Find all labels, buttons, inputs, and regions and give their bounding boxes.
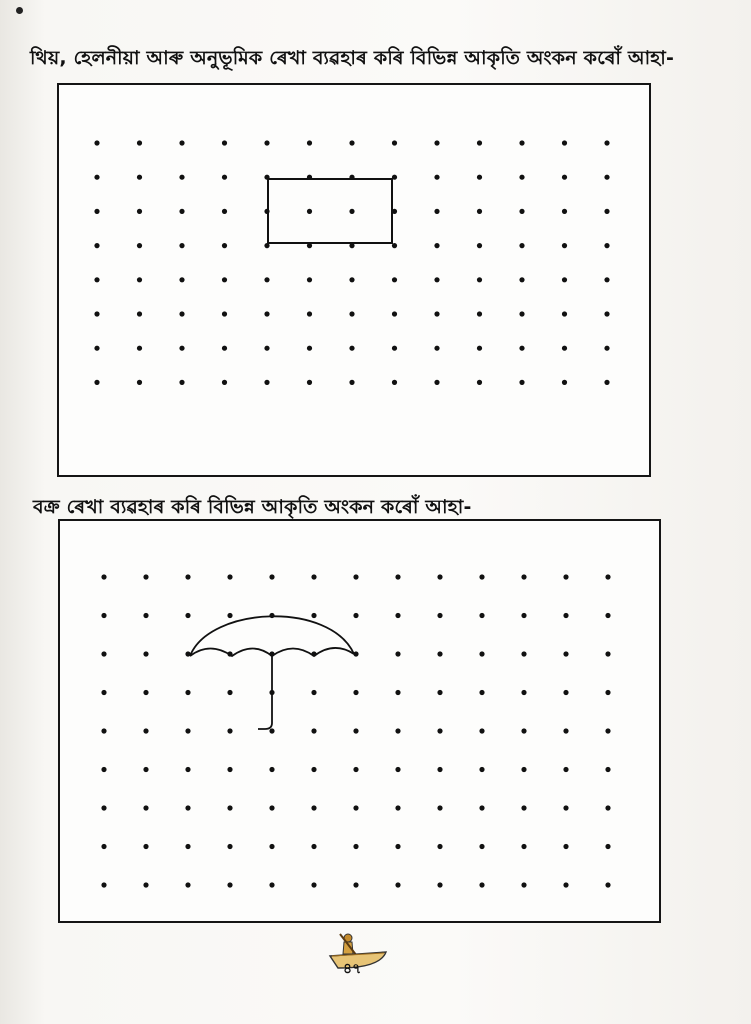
grid-dot[interactable] [101, 728, 106, 733]
grid-dot[interactable] [222, 346, 227, 351]
grid-dot[interactable] [227, 767, 232, 772]
grid-dot[interactable] [179, 209, 184, 214]
grid-dot[interactable] [604, 140, 609, 145]
grid-dot[interactable] [137, 346, 142, 351]
grid-dot[interactable] [604, 277, 609, 282]
grid-dot[interactable] [353, 613, 358, 618]
grid-dot[interactable] [477, 140, 482, 145]
grid-dot[interactable] [519, 346, 524, 351]
grid-dot[interactable] [521, 651, 526, 656]
grid-dot[interactable] [434, 277, 439, 282]
grid-dot[interactable] [311, 574, 316, 579]
grid-dot[interactable] [395, 651, 400, 656]
grid-dot[interactable] [307, 346, 312, 351]
grid-dot[interactable] [264, 346, 269, 351]
grid-dot[interactable] [434, 380, 439, 385]
grid-dot[interactable] [479, 767, 484, 772]
grid-dot[interactable] [562, 243, 567, 248]
grid-dot[interactable] [264, 140, 269, 145]
grid-dot[interactable] [269, 882, 274, 887]
grid-dot[interactable] [521, 574, 526, 579]
grid-dot[interactable] [479, 574, 484, 579]
dot-grid-box-2[interactable] [58, 519, 661, 923]
grid-dot[interactable] [353, 728, 358, 733]
grid-dot[interactable] [562, 346, 567, 351]
grid-dot[interactable] [349, 311, 354, 316]
dot-grid-1[interactable] [59, 85, 649, 475]
grid-dot[interactable] [227, 882, 232, 887]
grid-dot[interactable] [563, 805, 568, 810]
grid-dot[interactable] [185, 844, 190, 849]
grid-dot[interactable] [307, 140, 312, 145]
grid-dot[interactable] [311, 882, 316, 887]
grid-dot[interactable] [392, 380, 397, 385]
grid-dot[interactable] [264, 277, 269, 282]
grid-dot[interactable] [143, 651, 148, 656]
grid-dot[interactable] [179, 346, 184, 351]
grid-dot[interactable] [94, 380, 99, 385]
umbrella-canopy [190, 616, 354, 656]
grid-dot[interactable] [101, 574, 106, 579]
grid-dot[interactable] [605, 651, 610, 656]
grid-dot[interactable] [143, 882, 148, 887]
grid-dot[interactable] [179, 175, 184, 180]
grid-dot[interactable] [269, 844, 274, 849]
grid-dot[interactable] [137, 140, 142, 145]
grid-dot[interactable] [222, 140, 227, 145]
grid-dot[interactable] [395, 613, 400, 618]
grid-dot[interactable] [395, 882, 400, 887]
grid-dot[interactable] [269, 767, 274, 772]
grid-dot[interactable] [605, 574, 610, 579]
grid-dot[interactable] [179, 380, 184, 385]
grid-dot[interactable] [137, 209, 142, 214]
grid-dot[interactable] [101, 651, 106, 656]
grid-dot[interactable] [349, 209, 354, 214]
grid-dot[interactable] [143, 805, 148, 810]
grid-dot[interactable] [477, 209, 482, 214]
grid-dot[interactable] [519, 380, 524, 385]
grid-dot[interactable] [311, 690, 316, 695]
grid-dot[interactable] [269, 728, 274, 733]
grid-dot[interactable] [179, 277, 184, 282]
grid-dot[interactable] [605, 690, 610, 695]
grid-dot[interactable] [179, 243, 184, 248]
grid-dot[interactable] [395, 844, 400, 849]
grid-dot[interactable] [392, 311, 397, 316]
grid-dot[interactable] [519, 175, 524, 180]
example-rectangle [268, 179, 392, 243]
grid-dot[interactable] [227, 613, 232, 618]
grid-dot[interactable] [479, 613, 484, 618]
grid-dot[interactable] [479, 805, 484, 810]
grid-dot[interactable] [307, 277, 312, 282]
grid-dot[interactable] [349, 277, 354, 282]
grid-dot[interactable] [222, 175, 227, 180]
grid-dot[interactable] [94, 277, 99, 282]
grid-dot[interactable] [137, 175, 142, 180]
grid-dot[interactable] [562, 380, 567, 385]
grid-dot[interactable] [521, 882, 526, 887]
grid-dot[interactable] [101, 844, 106, 849]
grid-dot[interactable] [479, 882, 484, 887]
grid-dot[interactable] [605, 844, 610, 849]
grid-dot[interactable] [353, 805, 358, 810]
grid-dot[interactable] [562, 277, 567, 282]
grid-dot[interactable] [311, 728, 316, 733]
grid-dot[interactable] [521, 805, 526, 810]
grid-dot[interactable] [562, 140, 567, 145]
grid-dot[interactable] [264, 380, 269, 385]
grid-dot[interactable] [604, 311, 609, 316]
grid-dot[interactable] [353, 767, 358, 772]
grid-dot[interactable] [395, 767, 400, 772]
grid-dot[interactable] [179, 140, 184, 145]
grid-dot[interactable] [437, 613, 442, 618]
grid-dot[interactable] [479, 690, 484, 695]
grid-dot[interactable] [519, 140, 524, 145]
grid-dot[interactable] [563, 651, 568, 656]
grid-dot[interactable] [349, 346, 354, 351]
grid-dot[interactable] [605, 613, 610, 618]
grid-dot[interactable] [604, 346, 609, 351]
grid-dot[interactable] [521, 767, 526, 772]
grid-dot[interactable] [94, 243, 99, 248]
grid-dot[interactable] [563, 728, 568, 733]
grid-dot[interactable] [521, 613, 526, 618]
grid-dot[interactable] [311, 844, 316, 849]
grid-dot[interactable] [185, 690, 190, 695]
grid-dot[interactable] [353, 651, 358, 656]
grid-dot[interactable] [185, 882, 190, 887]
grid-dot[interactable] [94, 311, 99, 316]
grid-dot[interactable] [477, 277, 482, 282]
grid-dot[interactable] [519, 209, 524, 214]
grid-dot[interactable] [185, 574, 190, 579]
instruction-straight-lines: থিয়, হেলনীয়া আৰু অনুভূমিক ৰেখা ব্যৱহাৰ কৰি বিভিন্ন আকৃতি অংকন কৰোঁ আহা- [30, 47, 675, 69]
grid-dot[interactable] [437, 574, 442, 579]
grid-dot[interactable] [353, 690, 358, 695]
grid-dot[interactable] [437, 767, 442, 772]
instruction-curved-lines: বক্ৰ ৰেখা ব্যৱহাৰ কৰি বিভিন্ন আকৃতি অংকন কৰোঁ আহা- [33, 496, 472, 518]
grid-dot[interactable] [185, 728, 190, 733]
grid-dot[interactable] [185, 805, 190, 810]
grid-dot[interactable] [395, 690, 400, 695]
grid-dot[interactable] [137, 380, 142, 385]
grid-dot[interactable] [269, 574, 274, 579]
grid-dot[interactable] [143, 574, 148, 579]
grid-dot[interactable] [562, 175, 567, 180]
grid-dot[interactable] [392, 346, 397, 351]
grid-dot[interactable] [179, 311, 184, 316]
grid-dot[interactable] [264, 311, 269, 316]
grid-dot[interactable] [604, 209, 609, 214]
grid-dot[interactable] [437, 844, 442, 849]
grid-dot[interactable] [101, 882, 106, 887]
grid-dot[interactable] [605, 728, 610, 733]
grid-dot[interactable] [563, 844, 568, 849]
grid-dot[interactable] [143, 767, 148, 772]
grid-dot[interactable] [227, 844, 232, 849]
grid-dot[interactable] [563, 613, 568, 618]
grid-dot[interactable] [353, 882, 358, 887]
grid-dot[interactable] [222, 380, 227, 385]
grid-dot[interactable] [94, 175, 99, 180]
grid-dot[interactable] [222, 277, 227, 282]
grid-dot[interactable] [434, 140, 439, 145]
grid-dot[interactable] [395, 805, 400, 810]
grid-dot[interactable] [392, 140, 397, 145]
grid-dot[interactable] [101, 805, 106, 810]
grid-dot[interactable] [94, 346, 99, 351]
grid-dot[interactable] [434, 346, 439, 351]
grid-dot[interactable] [604, 243, 609, 248]
grid-dot[interactable] [437, 805, 442, 810]
grid-dot[interactable] [101, 613, 106, 618]
grid-dot[interactable] [222, 311, 227, 316]
grid-dot[interactable] [479, 728, 484, 733]
grid-dot[interactable] [562, 209, 567, 214]
grid-dot[interactable] [94, 140, 99, 145]
grid-dot[interactable] [349, 380, 354, 385]
grid-dot[interactable] [521, 728, 526, 733]
grid-dot[interactable] [605, 767, 610, 772]
page-number: ৪৭ [343, 961, 362, 977]
grid-dot[interactable] [222, 209, 227, 214]
grid-dot[interactable] [227, 690, 232, 695]
grid-dot[interactable] [434, 243, 439, 248]
grid-dot[interactable] [395, 574, 400, 579]
grid-dot[interactable] [563, 882, 568, 887]
grid-dot[interactable] [437, 882, 442, 887]
grid-dot[interactable] [137, 277, 142, 282]
grid-dot[interactable] [143, 728, 148, 733]
grid-dot[interactable] [143, 613, 148, 618]
grid-dot[interactable] [353, 574, 358, 579]
grid-dot[interactable] [353, 844, 358, 849]
grid-dot[interactable] [479, 844, 484, 849]
grid-dot[interactable] [185, 767, 190, 772]
grid-dot[interactable] [605, 805, 610, 810]
grid-dot[interactable] [311, 613, 316, 618]
grid-dot[interactable] [434, 209, 439, 214]
grid-dot[interactable] [137, 243, 142, 248]
grid-dot[interactable] [101, 690, 106, 695]
dot-grid-2[interactable] [60, 521, 659, 921]
grid-dot[interactable] [307, 209, 312, 214]
grid-dot[interactable] [477, 243, 482, 248]
example-umbrella [190, 616, 354, 729]
grid-dot[interactable] [311, 805, 316, 810]
grid-dot[interactable] [437, 651, 442, 656]
grid-dot[interactable] [349, 140, 354, 145]
grid-dot[interactable] [563, 690, 568, 695]
grid-dot[interactable] [477, 346, 482, 351]
grid-dot[interactable] [562, 311, 567, 316]
grid-dot[interactable] [434, 311, 439, 316]
grid-dot[interactable] [227, 805, 232, 810]
grid-dot[interactable] [307, 311, 312, 316]
grid-dot[interactable] [605, 882, 610, 887]
grid-dot[interactable] [521, 844, 526, 849]
grid-dot[interactable] [477, 311, 482, 316]
grid-dot[interactable] [563, 574, 568, 579]
grid-dot[interactable] [222, 243, 227, 248]
grid-dot[interactable] [604, 380, 609, 385]
grid-dot[interactable] [521, 690, 526, 695]
grid-dot[interactable] [227, 574, 232, 579]
grid-dot[interactable] [479, 651, 484, 656]
grid-dot[interactable] [101, 767, 106, 772]
dot-grid-box-1[interactable] [57, 83, 651, 477]
grid-dot[interactable] [477, 175, 482, 180]
grid-dot[interactable] [395, 728, 400, 733]
grid-dot[interactable] [563, 767, 568, 772]
grid-dot[interactable] [437, 690, 442, 695]
grid-dot[interactable] [519, 243, 524, 248]
grid-dot[interactable] [185, 613, 190, 618]
grid-dot[interactable] [477, 380, 482, 385]
grid-dot[interactable] [392, 277, 397, 282]
grid-dot[interactable] [519, 311, 524, 316]
grid-dot[interactable] [307, 380, 312, 385]
grid-dot[interactable] [137, 311, 142, 316]
grid-dot[interactable] [143, 690, 148, 695]
grid-dot[interactable] [94, 209, 99, 214]
grid-dot[interactable] [604, 175, 609, 180]
corner-dot [16, 7, 23, 14]
grid-dot[interactable] [519, 277, 524, 282]
grid-dot[interactable] [311, 767, 316, 772]
grid-dot[interactable] [143, 844, 148, 849]
grid-dot[interactable] [227, 728, 232, 733]
grid-dot[interactable] [269, 805, 274, 810]
grid-dot[interactable] [434, 175, 439, 180]
grid-dot[interactable] [437, 728, 442, 733]
